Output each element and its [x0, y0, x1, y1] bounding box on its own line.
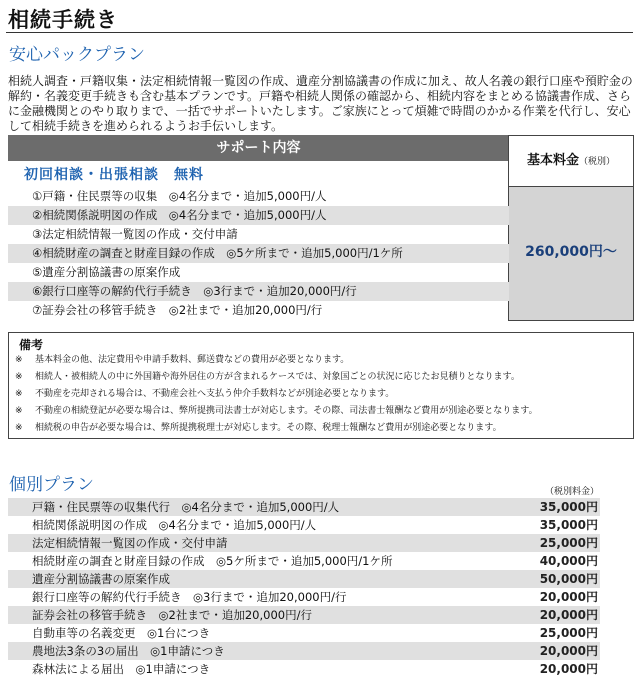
price-row-value: 20,000円	[539, 590, 598, 604]
note-item	[15, 354, 349, 366]
basic-fee-label: 基本料金	[526, 153, 579, 168]
note-text: 不動産の相続登記が必要な場合は、弊所提携司法書士が対応します。その際、司法書士報酬など費用が別途必要となります。	[35, 406, 538, 416]
price-row	[8, 570, 600, 588]
price-row	[8, 534, 600, 552]
basic-fee-box	[508, 135, 634, 321]
price-row-label: 森林法による届出 ◎1申請につき	[32, 662, 211, 676]
note-text: 不動産を売却される場合は、不動産会社へ支払う仲介手数料などが別途必要となります。	[35, 389, 395, 399]
price-row-value: 20,000円	[539, 662, 598, 676]
plan-description: 相続人調査・戸籍収集・法定相続情報一覧図の作成、遺産分割協議書の作成に加え、故人名義の銀行口座や預貯金の解約・名義変更手続きも含む基本プランです。戸籍や相続人関係の確認から、相続内容をまとめる協議書作成、さらに金融機関とのやり取りまで、一括でサポートいたします。ご家族にとって煩雑で時間のかかる作業を代行し、安心して相続手続きを進められるようお手伝いします。	[8, 74, 633, 133]
price-row	[8, 498, 600, 516]
price-row	[8, 624, 600, 642]
page-title: 相続手続き	[8, 8, 118, 32]
support-item: ⑥銀行口座等の解約代行手続き ◎3行まで・追加20,000円/行	[8, 282, 509, 301]
note-mark: ※	[15, 423, 23, 433]
price-row-value: 50,000円	[539, 572, 598, 586]
notes-title: 備考	[19, 338, 44, 352]
price-row-value: 25,000円	[539, 536, 598, 550]
price-row-label: 戸籍・住民票等の収集代行 ◎4名分まで・追加5,000円/人	[32, 500, 340, 514]
note-mark: ※	[15, 372, 23, 382]
price-row	[8, 552, 600, 570]
support-item: ⑦証券会社の移管手続き ◎2社まで・追加20,000円/行	[32, 303, 323, 317]
price-row	[8, 642, 600, 660]
note-item	[15, 422, 502, 434]
price-row	[8, 606, 600, 624]
price-row-value: 35,000円	[539, 500, 598, 514]
price-row-label: 相続財産の調査と財産目録の作成 ◎5ケ所まで・追加5,000円/1ケ所	[32, 554, 393, 568]
notes-box	[8, 332, 634, 439]
pack-plan-title: 安心パックプラン	[9, 45, 145, 65]
tax-excluded-price-header: （税別料金）	[545, 487, 600, 497]
basic-fee-tax-note: （税別）	[579, 157, 616, 167]
price-row-label: 農地法3条の3の届出 ◎1申請につき	[32, 644, 225, 658]
price-row-label: 法定相続情報一覧図の作成・交付申請	[32, 536, 228, 550]
price-row	[8, 660, 600, 678]
note-item	[15, 371, 520, 383]
note-text: 相続人・被相続人の中に外国籍や海外居住の方が含まれるケースでは、対象国ごとの状況に応じたお見積りとなります。	[35, 372, 520, 382]
support-item: ⑤遺産分割協議書の原案作成	[32, 265, 181, 279]
support-item: ④相続財産の調査と財産目録の作成 ◎5ケ所まで・追加5,000円/1ケ所	[8, 244, 509, 263]
price-row-value: 20,000円	[539, 608, 598, 622]
basic-fee-value: 260,000円～	[525, 244, 617, 260]
price-row-label: 証券会社の移管手続き ◎2社まで・追加20,000円/行	[32, 608, 312, 622]
price-row	[8, 588, 600, 606]
support-item: ①戸籍・住民票等の収集 ◎4名分まで・追加5,000円/人	[32, 189, 327, 203]
price-row-value: 20,000円	[539, 644, 598, 658]
individual-plan-title: 個別プラン	[9, 475, 94, 495]
note-item	[15, 388, 394, 400]
support-item: ③法定相続情報一覧図の作成・交付申請	[32, 227, 238, 241]
note-text: 相続税の申告が必要な場合は、弊所提携税理士が対応します。その際、税理士報酬など費用が別途必要となります。	[35, 423, 502, 433]
note-item	[15, 405, 538, 417]
price-row-value: 35,000円	[539, 518, 598, 532]
support-item: ②相続関係説明図の作成 ◎4名分まで・追加5,000円/人	[8, 206, 509, 225]
price-row-label: 銀行口座等の解約代行手続き ◎3行まで・追加20,000円/行	[32, 590, 347, 604]
first-consult-free: 初回相談・出張相談 無料	[24, 167, 204, 183]
price-row-value: 40,000円	[539, 554, 598, 568]
price-row-value: 25,000円	[539, 626, 598, 640]
note-mark: ※	[15, 406, 23, 416]
price-row-label: 自動車等の名義変更 ◎1台につき	[32, 626, 211, 640]
note-text: 基本料金の他、法定費用や申請手数料、郵送費などの費用が必要となります。	[35, 355, 350, 365]
support-header: サポート内容	[8, 135, 509, 161]
title-divider	[6, 32, 633, 33]
note-mark: ※	[15, 355, 23, 365]
note-mark: ※	[15, 389, 23, 399]
price-row	[8, 516, 600, 534]
price-row-label: 相続関係説明図の作成 ◎4名分まで・追加5,000円/人	[32, 518, 317, 532]
basic-fee-header	[509, 136, 633, 187]
price-row-label: 遺産分割協議書の原案作成	[32, 572, 170, 586]
